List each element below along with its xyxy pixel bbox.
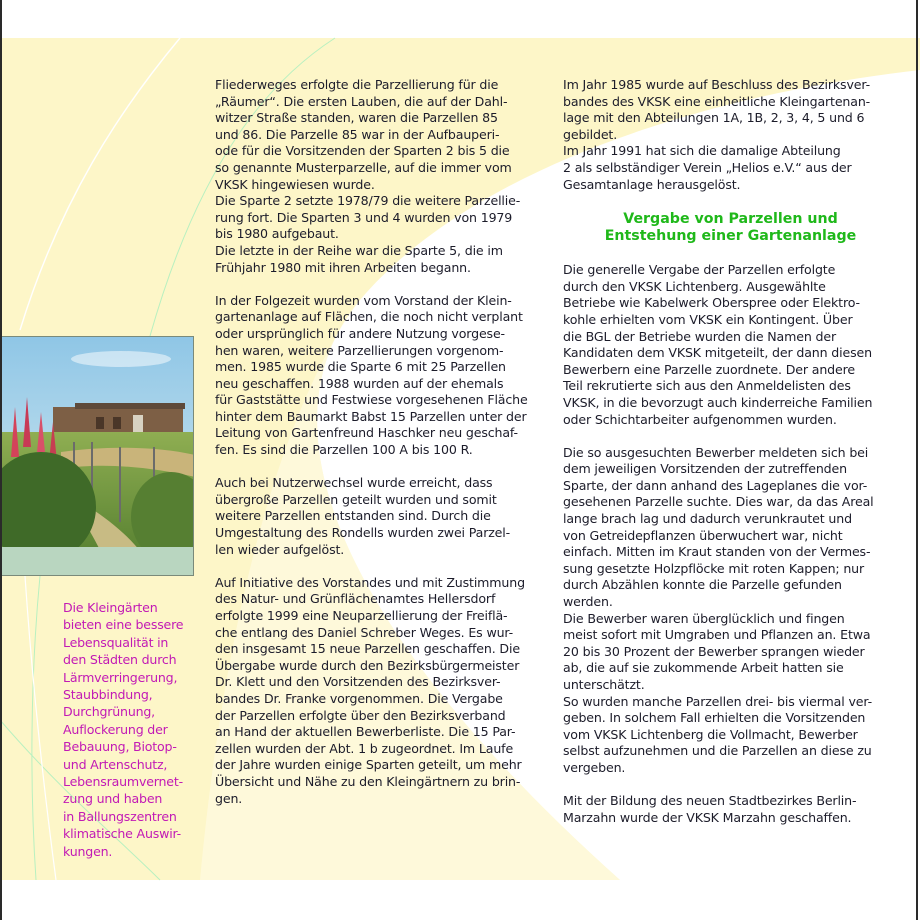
quote-line: klimatische Auswir- bbox=[63, 826, 182, 842]
quote-line: Die Kleingärten bbox=[63, 600, 158, 615]
text-line: Gesamtanlage herausgelöst. bbox=[563, 176, 741, 192]
text-line: vom VKSK Lichtenberg die Vollmacht, Bewerber bbox=[563, 726, 858, 742]
text-line: kohle erhielten vom VKSK ein Kontingent. Über bbox=[563, 311, 853, 327]
quote-line: Bebauung, Biotop- bbox=[63, 739, 177, 755]
paragraph bbox=[215, 77, 550, 193]
paragraph bbox=[215, 575, 550, 807]
quote-line: Lebensqualität in bbox=[63, 634, 169, 650]
text-line: Betriebe wie Kabelwerk Oberspree oder Elektro- bbox=[563, 295, 860, 311]
text-line: ab, die auf sie zukommende Arbeit hatten sie bbox=[563, 660, 844, 676]
paragraph-gap bbox=[563, 777, 898, 794]
text-line: meist sofort mit Umgraben und Pflanzen an. Etwa bbox=[563, 627, 871, 643]
text-line: men. 1985 wurde die Sparte 6 mit 25 Parzellen bbox=[215, 359, 506, 375]
text-line: selbst aufzunehmen und die Parzellen an diese zu bbox=[563, 743, 872, 759]
paragraph bbox=[563, 694, 898, 777]
text-line: oder Schichtarbeiter aufgenommen wurden. bbox=[563, 411, 837, 427]
paragraph-gap bbox=[215, 459, 550, 476]
text-line: Im Jahr 1985 wurde auf Beschluss des Bezirksver- bbox=[563, 77, 870, 92]
text-line: Im Jahr 1991 hat sich die damalige Abteilung bbox=[563, 143, 841, 159]
text-column-middle bbox=[215, 77, 550, 807]
text-line: durch Abzählen konnte die Parzelle gefunden bbox=[563, 577, 842, 593]
text-line: die BGL der Betriebe wurden die Namen der bbox=[563, 328, 836, 344]
garden-photo bbox=[0, 336, 194, 576]
text-line: der Jahre wurden einige Sparten geteilt, um mehr bbox=[215, 757, 522, 773]
paragraph bbox=[215, 193, 550, 243]
text-line: len wieder aufgelöst. bbox=[215, 541, 345, 557]
quote-line: Lärmverringerung, bbox=[63, 669, 178, 685]
paragraph bbox=[215, 475, 550, 558]
text-line: gartenanlage auf Flächen, die noch nicht verplant bbox=[215, 309, 523, 325]
text-line: zellen wurden der Abt. 1 b zugeordnet. Im Laufe bbox=[215, 740, 514, 756]
text-line: der Parzellen erfolgte über den Bezirksverband bbox=[215, 707, 506, 723]
section-heading-line-2: Entstehung einer Gartenanlage bbox=[604, 228, 857, 245]
text-line: Die so ausgesuchten Bewerber meldeten sich bei bbox=[563, 444, 869, 460]
quote-line: und Artenschutz, bbox=[63, 756, 168, 772]
text-line: Sparte, der dann anhand des Lageplanes die vor- bbox=[563, 477, 868, 493]
quote-line: Staubbindung, bbox=[63, 687, 153, 703]
text-line: So wurden manche Parzellen drei- bis viermal ver- bbox=[563, 693, 872, 709]
section-heading bbox=[563, 211, 898, 245]
text-line: des Natur- und Grünflächenamtes Hellersdorf bbox=[215, 591, 496, 607]
text-line: In der Folgezeit wurden vom Vorstand der Klein- bbox=[215, 292, 512, 308]
text-line: den insgesamt 15 neue Parzellen geschaffen. Die bbox=[215, 641, 520, 657]
text-line: bandes Dr. Franke vorgenommen. Die Vergabe bbox=[215, 690, 503, 706]
text-line: gebildet. bbox=[563, 126, 618, 142]
paragraph-gap bbox=[215, 558, 550, 575]
paragraph-gap bbox=[215, 276, 550, 293]
text-line: VKSK hingewiesen wurde. bbox=[215, 176, 375, 192]
text-line: Fliederweges erfolgte die Parzellierung für die bbox=[215, 77, 499, 92]
text-line: Übergabe wurde durch den Bezirksbürgermeister bbox=[215, 657, 520, 673]
text-line: Dr. Klett und den Vorsitzenden des Bezirksver- bbox=[215, 674, 501, 690]
text-line: neu geschaffen. 1988 wurden auf der ehemals bbox=[215, 375, 504, 391]
text-line: dem jeweiligen Vorsitzenden der zutreffenden bbox=[563, 461, 847, 477]
text-line: Mit der Bildung des neuen Stadtbezirkes Berlin- bbox=[563, 793, 857, 809]
text-line: 2 als selbständiger Verein „Helios e.V.“ aus der bbox=[563, 159, 852, 175]
text-line: Umgestaltung des Rondells wurden zwei Parzel- bbox=[215, 525, 511, 541]
paragraph bbox=[215, 293, 550, 459]
text-line: gen. bbox=[215, 790, 243, 806]
text-line: Bewerbern eine Parzelle zuordnete. Der andere bbox=[563, 361, 855, 377]
paragraph bbox=[215, 243, 550, 276]
text-line: Übersicht und Nähe zu den Kleingärtnern zu brin- bbox=[215, 773, 521, 789]
paragraph bbox=[563, 262, 898, 428]
text-line: unterschätzt. bbox=[563, 677, 645, 692]
text-line: erfolgte 1999 eine Neuparzellierung der Freiflä- bbox=[215, 608, 508, 623]
text-line: fen. Es sind die Parzellen 100 A bis 100 R. bbox=[215, 442, 473, 458]
text-column-right bbox=[563, 77, 898, 826]
text-line: lage mit den Abteilungen 1A, 1B, 2, 3, 4, 5 und 6 bbox=[563, 110, 865, 126]
text-line: vergeben. bbox=[563, 759, 626, 775]
text-line: Auch bei Nutzerwechsel wurde erreicht, dass bbox=[215, 475, 493, 491]
text-line: 20 bis 30 Prozent der Bewerber sprangen wieder bbox=[563, 643, 865, 659]
text-line: lange brach lag und dadurch verunkrautet und bbox=[563, 511, 852, 527]
text-line: werden. bbox=[563, 594, 613, 610]
text-line: bandes des VKSK eine einheitliche Kleingartenan- bbox=[563, 93, 871, 109]
text-line: hen waren, weitere Parzellierungen vorgenom- bbox=[215, 342, 504, 358]
paragraph bbox=[563, 611, 898, 694]
quote-line: in Ballungszentren bbox=[63, 808, 177, 824]
text-line: durch den VKSK Lichtenberg. Ausgewählte bbox=[563, 278, 826, 294]
text-line: sung gesetzte Holzpflöcke mit roten Kappen; nur bbox=[563, 560, 865, 576]
text-line: von Getreidepflanzen überwuchert war, nicht bbox=[563, 527, 843, 543]
text-line: einfach. Mitten im Kraut standen von der Vermes- bbox=[563, 544, 871, 560]
text-line: oder ursprünglich für andere Nutzung vorgese- bbox=[215, 325, 505, 341]
sidebar-quote bbox=[63, 599, 193, 860]
quote-line: bieten eine bessere bbox=[63, 617, 184, 633]
text-line: VKSK, in die bevorzugt auch kinderreiche Familien bbox=[563, 394, 873, 410]
text-line: Marzahn wurde der VKSK Marzahn geschaffen. bbox=[563, 809, 852, 825]
quote-line: Lebensraumvernet- bbox=[63, 774, 183, 790]
paragraph bbox=[563, 793, 898, 826]
text-line: Die Sparte 2 setzte 1978/79 die weitere Parzellie- bbox=[215, 193, 521, 209]
text-line: Frühjahr 1980 mit ihren Arbeiten begann. bbox=[215, 259, 471, 275]
quote-line: Durchgrünung, bbox=[63, 704, 155, 720]
quote-line: Auflockerung der bbox=[63, 721, 168, 737]
text-line: gesehenen Parzelle suchte. Dies war, da das Areal bbox=[563, 494, 874, 510]
quote-line: zung und haben bbox=[63, 791, 163, 807]
paragraph bbox=[563, 77, 898, 143]
text-line: che entlang des Daniel Schreber Weges. Es wur- bbox=[215, 624, 514, 640]
paragraph bbox=[563, 143, 898, 193]
text-line: geben. In solchem Fall erhielten die Vorsitzenden bbox=[563, 710, 866, 726]
text-line: Auf Initiative des Vorstandes und mit Zustimmung bbox=[215, 574, 525, 590]
quote-line: kungen. bbox=[63, 843, 113, 859]
text-line: bis 1980 aufgebaut. bbox=[215, 226, 339, 242]
text-line: ode für die Vorsitzenden der Sparten 2 bis 5 die bbox=[215, 143, 510, 159]
text-line: Kandidaten dem VKSK mitgeteilt, der dann diesen bbox=[563, 345, 872, 361]
text-line: Die Bewerber waren überglücklich und fingen bbox=[563, 610, 845, 626]
text-line: weitere Parzellen entstanden sind. Durch die bbox=[215, 508, 491, 524]
text-line: Teil rekrutierte sich aus den Anmeldelisten des bbox=[563, 378, 851, 394]
paragraph bbox=[563, 445, 898, 611]
text-line: hinter dem Baumarkt Babst 15 Parzellen unter der bbox=[215, 408, 527, 424]
intro-section bbox=[563, 77, 898, 193]
quote-line: den Städten durch bbox=[63, 652, 177, 668]
text-line: Die generelle Vergabe der Parzellen erfolgte bbox=[563, 262, 836, 278]
text-line: für Gaststätte und Festwiese vorgesehenen Fläche bbox=[215, 392, 528, 408]
text-line: Die letzte in der Reihe war die Sparte 5, die im bbox=[215, 242, 503, 258]
text-line: und 86. Die Parzelle 85 war in der Aufbauperi- bbox=[215, 126, 500, 142]
text-line: Leitung von Gartenfreund Haschker neu geschaf- bbox=[215, 425, 518, 441]
garden-photo-icon bbox=[1, 337, 194, 576]
paragraph-gap bbox=[563, 428, 898, 445]
body-section bbox=[563, 262, 898, 826]
text-line: witzer Straße standen, waren die Parzellen 85 bbox=[215, 110, 498, 126]
text-line: „Räumer“. Die ersten Lauben, die auf der Dahl- bbox=[215, 93, 508, 109]
section-heading-line-1: Vergabe von Parzellen und bbox=[623, 211, 838, 228]
text-line: an Hand der aktuellen Bewerberliste. Die 15 Par- bbox=[215, 724, 516, 740]
text-line: rung fort. Die Sparten 3 und 4 wurden von 1979 bbox=[215, 209, 513, 225]
text-line: übergroße Parzellen geteilt wurden und somit bbox=[215, 491, 497, 507]
text-line: so genannte Musterparzelle, auf die immer vom bbox=[215, 159, 512, 175]
